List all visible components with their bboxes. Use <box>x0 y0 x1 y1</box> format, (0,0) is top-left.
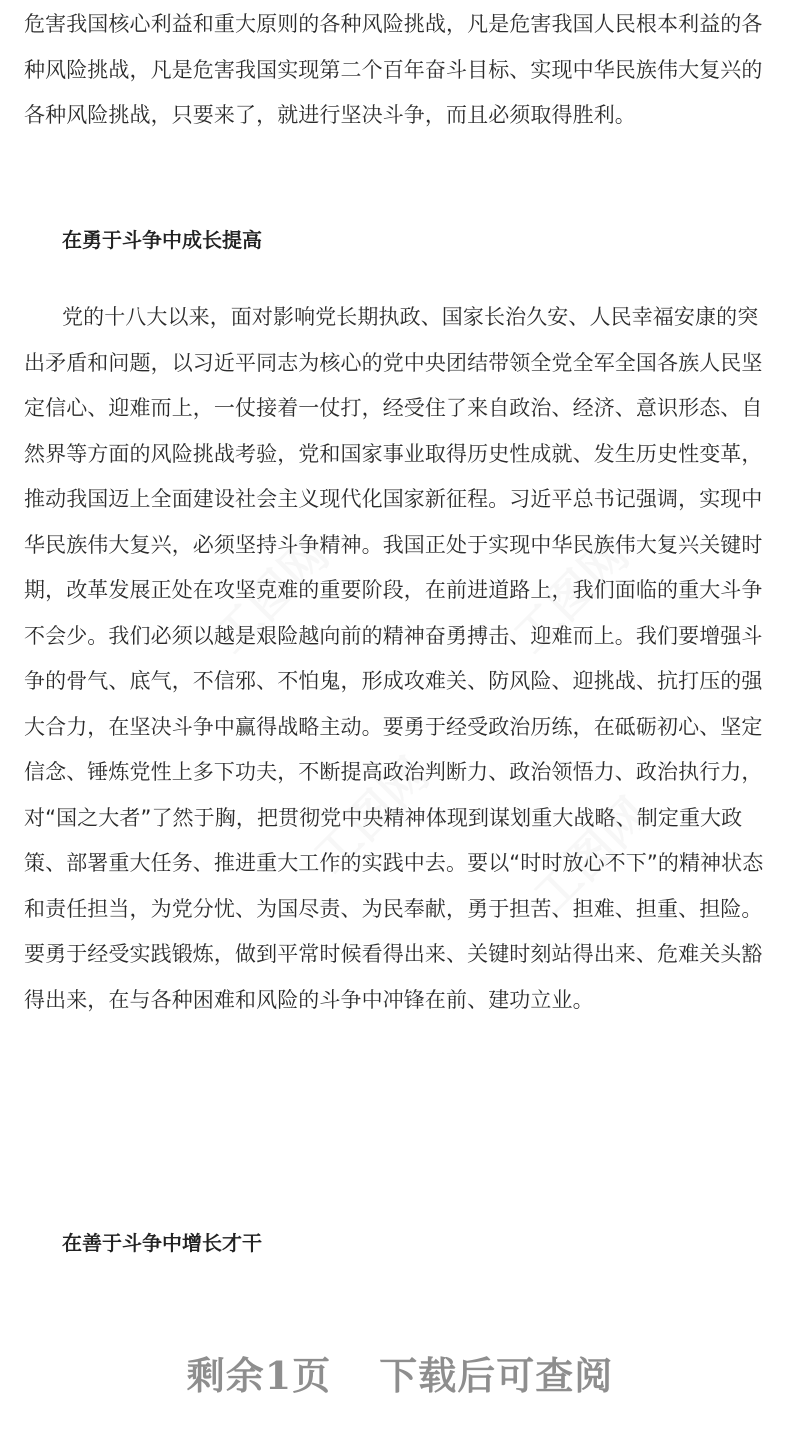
section-heading-talent: 在善于斗争中增长才干 <box>62 1231 262 1255</box>
watermark-logo: 工图网 <box>203 527 340 664</box>
remaining-pages-label: 剩余1页 <box>186 1353 332 1398</box>
watermark-logo: 工图网 <box>503 527 640 664</box>
download-to-view-label: 下载后可查阅 <box>379 1353 614 1398</box>
download-prompt[interactable] <box>0 1345 800 1400</box>
watermark-logo: 工图网 <box>523 787 660 924</box>
section-heading-growth: 在勇于斗争中成长提高 <box>62 228 262 252</box>
watermark-logo: 工图网 <box>303 747 440 884</box>
paragraph-body: 党的十八大以来，面对影响党长期执政、国家长治久安、人民幸福安康的突出矛盾和问题，以习近平同志为核心的党中央团结带领全党全军全国各族人民坚定信心、迎难而上，一仗接着一仗打，经受住了来自政治、经济、意识形态、自然界等方面的风险挑战考验，党和国家事业取得历史性成就、发生历史性变革，推动我国迈上全面建设社会主义现代化国家新征程。习近平总书记强调，实现中华民族伟大复兴，必须坚持斗争精神。我国正处于实现中华民族伟大复兴关键时期，改革发展正处在攻坚克难的重要阶段，在前进道路上，我们面临的重大斗争不会少。我们必须以越是艰险越向前的精神奋勇搏击、迎难而上。我们要增强斗争的骨气、底气，不信邪、不怕鬼，形成攻难关、防风险、迎挑战、抗打压的强大合力，在坚决斗争中赢得战略主动。要勇于经受政治历练，在砥砺初心、坚定信念、锤炼党性上多下功夫，不断提高政治判断力、政治领悟力、政治执行力，对“国之大者”了然于胸，把贯彻党中央精神体现到谋划重大战略、制定重大政策、部署重大任务、推进重大工作的实践中去。要以“时时放心不下”的精神状态和责任担当，为党分忧、为国尽责、为民奉献，勇于担苦、担难、担重、担险。要勇于经受实践锻炼，做到平常时候看得出来、关键时刻站得出来、危难关头豁得出来，在与各种困难和风险的斗争中冲锋在前、建功立业。 <box>24 305 764 1012</box>
paragraph-intro: 危害我国核心利益和重大原则的各种风险挑战，凡是危害我国人民根本利益的各种风险挑战，凡是危害我国实现第二个百年奋斗目标、实现中华民族伟大复兴的各种风险挑战，只要来了，就进行坚决斗争，而且必须取得胜利。 <box>24 12 763 127</box>
